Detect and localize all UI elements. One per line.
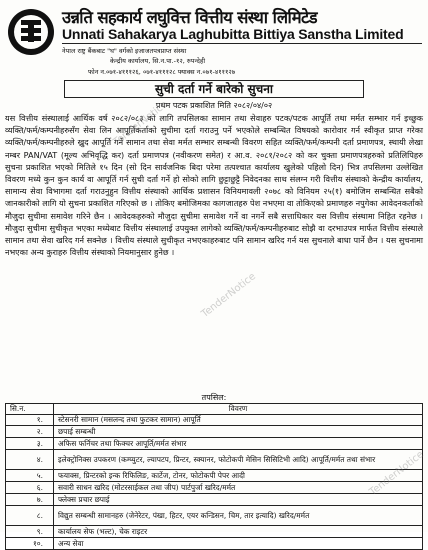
header-sn: सि.न.	[6, 404, 54, 415]
row-sn: १०.	[6, 538, 54, 550]
row-sn: ७.	[6, 494, 54, 506]
items-table	[5, 403, 423, 550]
table-row	[6, 482, 423, 494]
table-row	[6, 506, 423, 526]
table-row	[6, 438, 423, 450]
row-description: कार्यालय सेफ (भल्ट), चेक राइटर	[54, 526, 423, 538]
office-address: केन्द्रीय कार्यालय, सि.न.पा.-१२, रुपन्देही	[110, 57, 206, 65]
watermark-text: TenderNotice	[111, 99, 170, 148]
row-description: स्टेसनरी सामान (मसलन्द तथा फुटकर सामान) आपूर्ति	[54, 415, 423, 426]
table-row	[6, 526, 423, 538]
notice-title: सुची दर्ता गर्ने बारेको सुचना	[64, 80, 364, 98]
org-name-nepali: उन्नति सहकार्य लघुवित्त वित्तीय संस्था लिमिटेड	[62, 8, 317, 27]
org-logo-icon	[6, 7, 56, 57]
table-row	[6, 450, 423, 470]
notice-paragraph: यस वित्तीय संस्थालाई आर्थिक वर्ष २०८२/०८३ को लागि तपसिलका सामान तथा सेवाहरु पटक/पटक आपूर्ति तथा मर्मत सम्भार गर्न इच्छुक व्यक्ति/फर्म/कम्पनीहरुसँग सेवा लिन आपूर्तिकर्ताको सुचीमा दर्ता गराउनु पर्ने भएकोले सम्बन्धित विषयको कारोवार गर्न स्वीकृत प्राप्त गरेका व्यक्ति/फर्म/कम्पनीहरुले ख्रुद आपूर्ति गर्ने सामान तथा सेवा मर्मत सम्भार सम्बन्धी विवरण सहित व्यक्ति/फर्म/कम्पनी दर्ता प्रमाणपत्र, स्थायी लेखा नम्बर PAN/VAT (मूल्य अभिवृद्धि कर) दर्ता प्रमाणपत्र (नवीकरण समेत) र आ.व. २०८१/२०८२ को कर चुक्ता प्रमाणपत्रहरुको प्रतिलिपिहरु सुचना प्रकाशित भएको मितिले १५ दिन (सो दिन सार्वजनिक बिदा परेमा तत्पश्चात कार्यालय खुलेको पहिलो दिन) भित्र तपसिलमा उल्लेखित विवरण मध्ये कुन कुन कार्य वा आपूर्ति गर्न सुची दर्ता गर्ने हो सोको लागि छुट्टाछुट्टै निवेदनका साथ संलग्न गरी वित्तीय संस्थाको केन्द्रीय कार्यालय, सामान्य सेवा विभागमा दर्ता गराउनुहुन वित्तीय संस्थाको आर्थिक प्रशासन विनियमावली २०७८ को विनियम २५(१) बमोजिम सम्बन्धित सबैको जानकारीको लागि यो सुचना प्रकाशित गरिएको छ । तोकिए बमोजिमका कागजातहरु पेश नभएमा वा तोकिएको प्रमाणहरु नपुगेका आवेदनकर्ताको मौजुदा सुचीमा समावेश गरिने छैन । आवेदकहरुको मौजुदा सुचीमा समावेश गर्ने वा नगर्ने सबै सत्ताधिकार यस वित्तीय संस्थामा निहित रहनेछ । मौजुदा सुचीमा सुचीकृत भएका मध्येबाट वित्तीय संस्थालाई उपयुक्त लागेको व्यक्ति/फर्म/कम्पनीहरुबाट सोझै वा दरभाउपत्र मार्फत वित्तीय संस्थाले सामान तथा सेवा खरिद गर्न सक्नेछ । वित्तीय संस्थाले सुचीकृत नभएकाहरुबाट पनि सामान खरिद गर्न यस सुचनाले बाधा पार्ने छैन । यस सुचनामा नभएका अन्य कुराहरु वित्तीय संस्थाको नियमानुसार हुनेछ ।	[5, 113, 424, 258]
row-description: विद्युत सम्बन्धी सामानहरु (जेनेरेटर, पंखा, हिटर, एयर कन्डिसन, चिम, तार इत्यादि) खरिद/मर्मत	[54, 506, 423, 526]
table-row	[6, 415, 423, 426]
header-divider	[62, 43, 422, 44]
table-caption: तपसिल:	[201, 393, 227, 402]
phone-fax-line: फोन न.०७१-४१११२६, ०७१-४१११२८ फ्याक्स न.०७१-४१११२७	[88, 68, 236, 76]
row-sn: ६.	[6, 482, 54, 494]
watermark-text: TenderNotice	[199, 271, 258, 320]
row-description: फयाक्स, प्रिन्टरको इन्क रिफिलिङ, कार्टेज, टोनर, फोटोकपी पेपर आदी	[54, 470, 423, 482]
table-row	[6, 426, 423, 438]
table-header-row	[6, 404, 423, 415]
header-description: विवरण	[54, 404, 423, 415]
license-line: नेपाल राष्ट्र बैंकबाट "घ" वर्गको इजाजतपत्रप्राप्त संस्था	[62, 47, 187, 55]
row-description: अन्य सेवा	[54, 538, 423, 550]
row-description: इलेक्ट्रोनिक्स उपकरण (कम्प्युटर, ल्यापटप, प्रिन्टर, स्क्यानर, फोटोकपी मेसिन सिसिटिभी आदि) आपूर्ति/मर्मत तथा संभार	[54, 450, 423, 470]
row-sn: ८.	[6, 506, 54, 526]
row-description: अफिस फर्निचर तथा फिक्चर आपूर्ति/मर्मत संभार	[54, 438, 423, 450]
watermark-text: TenderNotice	[367, 449, 426, 498]
table-row	[6, 494, 423, 506]
row-description: फ्लेक्स प्रचार छपाई	[54, 494, 423, 506]
row-sn: ५.	[6, 470, 54, 482]
table-row	[6, 470, 423, 482]
row-sn: ९.	[6, 526, 54, 538]
org-name-english: Unnati Sahakarya Laghubitta Bittiya Sanstha Limited	[62, 26, 404, 42]
row-sn: ४.	[6, 450, 54, 470]
row-description: सवारी साधन खरिद (मोटरसाईकल तथा जीप) पार्टपुर्जा खरिद/मर्मत	[54, 482, 423, 494]
row-sn: ३.	[6, 438, 54, 450]
notice-body	[5, 112, 423, 392]
publish-date: प्रथम पटक प्रकाशित मिति २०८२/०४/०२	[155, 101, 273, 110]
row-sn: २.	[6, 426, 54, 438]
table-row	[6, 538, 423, 550]
row-description: छपाई सम्बन्धी	[54, 426, 423, 438]
row-sn: १.	[6, 415, 54, 426]
